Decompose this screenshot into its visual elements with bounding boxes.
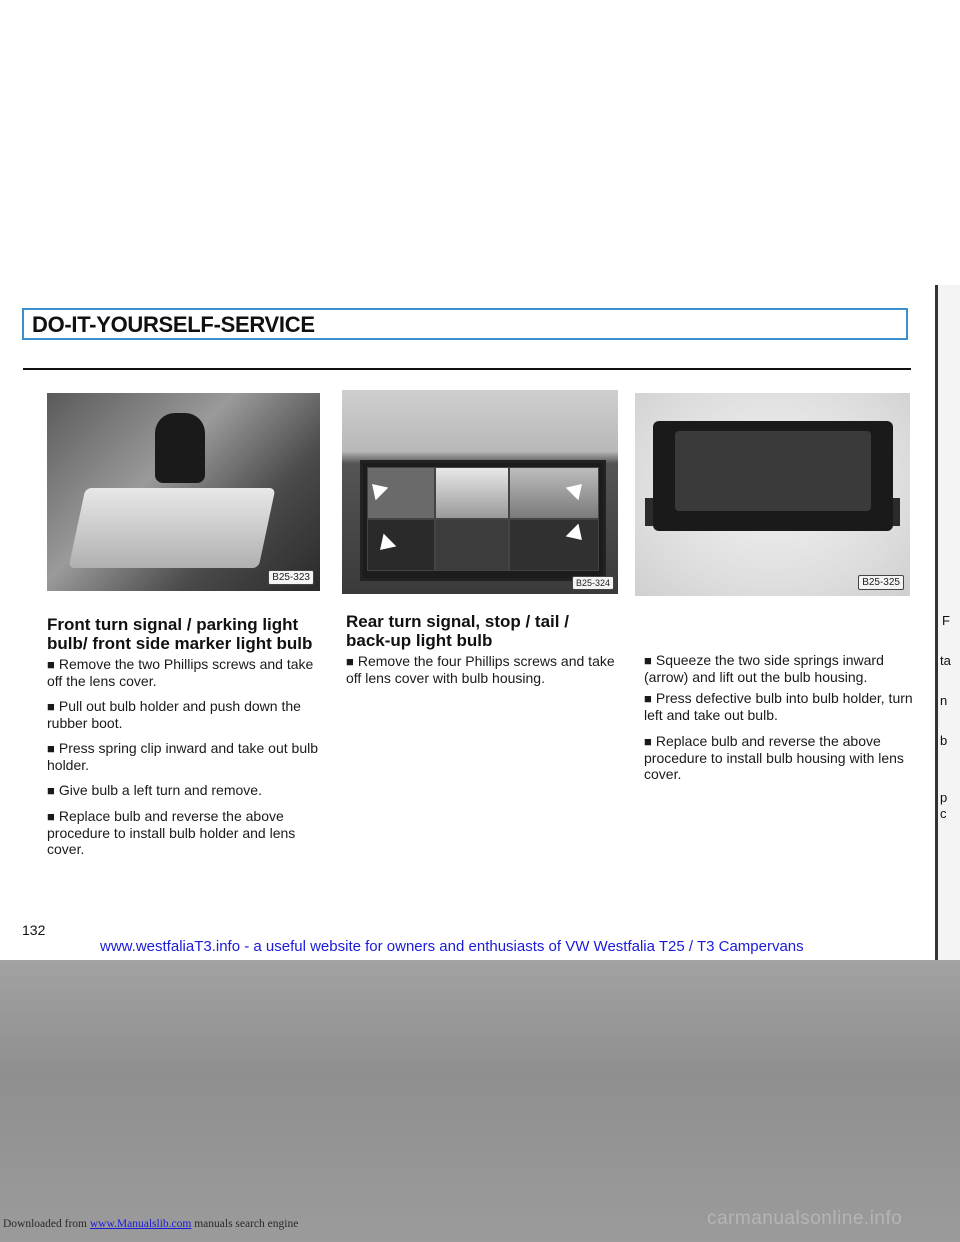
heading-front-turn-signal: Front turn signal / parking light bulb/ front side marker light bulb [47, 615, 313, 653]
rear-lamp-shape [360, 460, 606, 581]
next-page-fragment: n [940, 693, 948, 708]
bulb-housing-shape [653, 421, 893, 531]
watermark-text: carmanualsonline.info [707, 1208, 903, 1229]
figure-code: B25-323 [268, 570, 314, 585]
bullet-icon: ■ [644, 691, 652, 706]
step-item: ■ Press defective bulb into bulb holder, turn left and take out bulb. [644, 690, 913, 723]
figure-code: B25-324 [572, 576, 614, 590]
step-item: ■ Press spring clip inward and take out bulb holder. [47, 740, 319, 773]
step-item: ■ Pull out bulb holder and push down the rubber boot. [47, 698, 301, 731]
footer-website-link[interactable]: www.westfaliaT3.info - a useful website for owners and enthusiasts of VW Westfalia T25 / T3 Campervans [100, 938, 804, 955]
lens-cover-shape [68, 488, 275, 568]
bullet-icon: ■ [644, 653, 652, 668]
step-item: ■ Remove the four Phillips screws and take off lens cover with bulb housing. [346, 653, 615, 686]
next-page-fragment: F [942, 613, 950, 628]
next-page-fragment: b [940, 733, 948, 748]
scan-top-margin [0, 0, 960, 290]
section-header [22, 308, 908, 340]
step-item: ■ Replace bulb and reverse the above procedure to install bulb holder and lens cover. [47, 808, 296, 857]
rubber-boot-shape [155, 413, 205, 483]
next-page-fragment: c [940, 806, 947, 821]
step-item: ■ Replace bulb and reverse the above procedure to install bulb housing with lens cover. [644, 733, 904, 782]
step-item: ■ Squeeze the two side springs inward (arrow) and lift out the bulb housing. [644, 652, 884, 685]
bullet-icon: ■ [644, 734, 652, 749]
next-page-fragment: ta [940, 653, 951, 668]
step-item: ■ Give bulb a left turn and remove. [47, 782, 262, 798]
download-notice: Downloaded from www.Manualslib.com manuals search engine [3, 1218, 299, 1230]
page-number: 132 [22, 922, 46, 938]
figure-code: B25-325 [858, 575, 904, 590]
bullet-icon: ■ [47, 699, 55, 714]
photo-bulb-housing [635, 393, 910, 596]
bullet-icon: ■ [47, 809, 55, 824]
divider-rule [23, 368, 911, 370]
scan-background [0, 960, 960, 1242]
step-item: ■ Remove the two Phillips screws and take off the lens cover. [47, 656, 314, 689]
next-page-fragment: p [940, 790, 948, 805]
photo-front-turn-signal [47, 393, 320, 591]
bullet-icon: ■ [346, 654, 354, 669]
photo-rear-light-assembly [342, 390, 618, 594]
bullet-icon: ■ [47, 741, 55, 756]
section-title: DO-IT-YOURSELF-SERVICE [32, 312, 315, 337]
adjacent-page-edge [935, 285, 960, 965]
bullet-icon: ■ [47, 657, 55, 672]
bullet-icon: ■ [47, 783, 55, 798]
manualslib-link[interactable]: www.Manualslib.com [89, 1218, 192, 1230]
heading-rear-turn-signal: Rear turn signal, stop / tail / back-up light bulb [346, 612, 569, 650]
